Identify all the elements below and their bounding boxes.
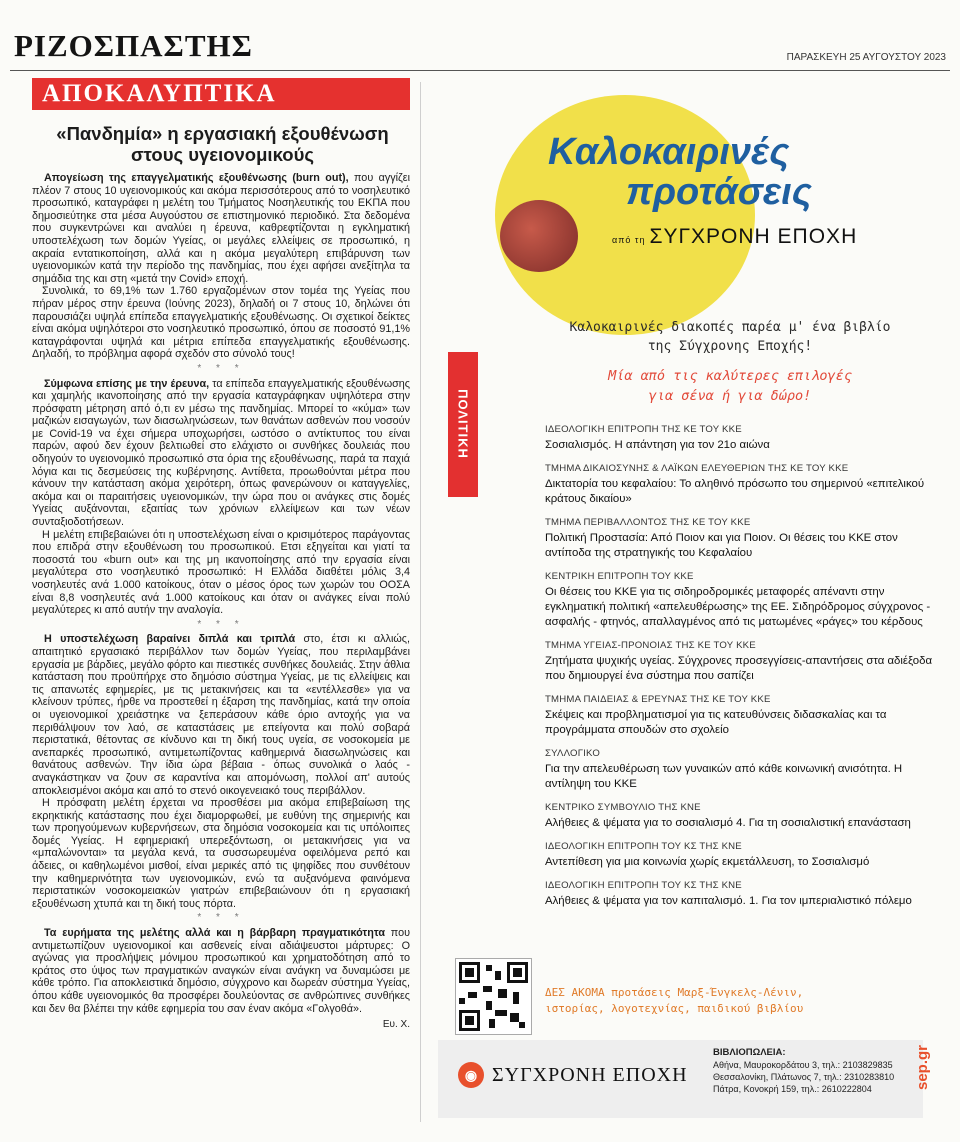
paragraph: Η μελέτη επιβεβαιώνει ότι η υποστελέχωση είναι ο κρισιμότερος παράγοντας που επιδρά στην εξουθένωση του προσωπικού. Ετσι εξηγείται και γιατί τα ποσοστά του «burn out» και της μη ικανοποίησης από την εργασία είναι μεγαλύτερα στο νοσηλευτικό προσωπικό: Η Ελλάδα διαθέτει μόλις 3,4 νοσηλευτές ανά 1.000 κατοίκους, όταν ο μέσος όρος των χωρών του ΟΟΣΑ είναι 8,8 νοσηλευτές ανά 1.000 κατοίκους και όταν οι ανάγκες είναι πολύ μεγαλύτερες κι από αυτήν την αναλογία.	[32, 528, 410, 617]
book-title: Σκέψεις και προβληματισμοί για τις κατευθύνσεις διδασκαλίας και τα προγράμματα σπουδών στο σχολείο	[545, 709, 887, 736]
book-title: Αντεπίθεση για μια κοινωνία χωρίς εκμετάλλευση, το Σοσιαλισμό	[545, 856, 870, 868]
book-item	[545, 841, 940, 870]
separator-stars: * * *	[197, 362, 245, 374]
promo-publisher	[612, 225, 857, 249]
book-publisher: ΚΕΝΤΡΙΚΗ ΕΠΙΤΡΟΠΗ ΤΟΥ ΚΚΕ	[545, 571, 694, 582]
paragraph: Συνολικά, το 69,1% των 1.760 εργαζομένων στον τομέα της Υγείας που πήραν μέρος στην έρευνα (Ιούνης 2023), δηλαδή οι 7 στους 10, δηλώνει ότι παρουσιάζει υψηλά επίπεδα επαγγελματικής εξουθένωσης. Οι σχετικοί δείκτες είναι ακόμα υψηλότεροι στο νοσηλευτικό προσωπικό, όπου σε ποσοστό 91,1% καταγράφονται υψηλά και μέτρια επίπεδα επαγγελματικής εξουθένωσης. Δηλαδή, το πρόβλημα αφορά σχεδόν στο σύνολό τους!	[32, 285, 410, 361]
masthead: ΡΙΖΟΣΠΑΣΤΗΣ	[14, 28, 253, 63]
separator-stars: * * *	[197, 618, 245, 630]
book-item	[545, 748, 940, 792]
promo-tagline	[540, 366, 920, 406]
bookshop-patra: Πάτρα, Κονοκρή 159, τηλ.: 2610222804	[713, 1084, 872, 1094]
book-title: Αλήθειες & ψέματα για τον καπιταλισμό. 1. Για τον ιμπεριαλιστικό πόλεμο	[545, 895, 912, 907]
website-link[interactable]: sep.gr	[914, 1044, 931, 1090]
see-also-line-1: ΔΕΣ ΑΚΟΜΑ προτάσεις Μαρξ-Ένγκελς-Λένιν,	[545, 986, 804, 999]
paragraph: Η υποστελέχωση βαραίνει διπλά και τριπλά στο, έτσι κι αλλιώς, απαιτητικό εργασιακό περιβάλλον των δομών Υγείας, που περιλαμβάνει εργασία με βάρδιες, μεγάλο φόρτο και πιεστικές συνθήκες δουλειάς. Στην άθλια κατάσταση που προϋπήρχε στο δημόσιο σύστημα Υγείας, με τις ελλείψεις και τις απανωτές εφημερίες, με τις μετακινήσεις και τα «εντέλλεσθε» για να κλείνουν τρύπες, ήρθε να προστεθεί η έξαρση της πανδημίας, κατά την οποία οι υγειονομικοί χρειάστηκε να ξεπεράσουν κάθε όριο αντοχής για να περιθάλψουν τον λαό, σε καταστάσεις με επείγοντα και πολύ σοβαρά περιστατικά, θέτοντας σε κίνδυνο και τη δική τους υγεία, σε νοσοκομεία με ανεπαρκές προσωπικό, αντιμετωπίζοντας καθημερινά διασωληνώσεις και θανάτους ασθενών. Την ίδια ώρα βέβαια - όπως συνολικά ο λαός - αναγκάστηκαν να ζουν σε καραντίνα και απομόνωση, πολλοί απ' αυτούς αποκλεισμένοι ακόμα και από το στενό οικογενειακό τους περιβάλλον.	[32, 633, 410, 797]
book-publisher: ΙΔΕΟΛΟΓΙΚΗ ΕΠΙΤΡΟΠΗ ΤΟΥ ΚΣ ΤΗΣ ΚΝΕ	[545, 841, 742, 852]
book-publisher: ΤΜΗΜΑ ΔΙΚΑΙΟΣΥΝΗΣ & ΛΑΪΚΩΝ ΕΛΕΥΘΕΡΙΩΝ ΤΗΣ ΚΕ ΤΟΥ ΚΚΕ	[545, 463, 849, 474]
book-item	[545, 694, 940, 738]
book-publisher: ΙΔΕΟΛΟΓΙΚΗ ΕΠΙΤΡΟΠΗ ΤΗΣ ΚΕ ΤΟΥ ΚΚΕ	[545, 424, 742, 435]
intro-line-2: της Σύγχρονης Εποχής!	[647, 339, 813, 354]
tagline-line-1: Μία από τις καλύτερες επιλογές	[608, 368, 852, 384]
bookshops-header: ΒΙΒΛΙΟΠΩΛΕΙΑ:	[713, 1047, 786, 1058]
author-signature: Ευ. Χ.	[382, 1019, 410, 1031]
category-tab-label: ΠΟΛΙΤΙΚΗ	[455, 389, 471, 459]
headline-line-1: «Πανδημία» η εργασιακή εξουθένωση	[56, 123, 389, 144]
promo-title-line-1: Καλοκαιρινές	[548, 131, 790, 173]
book-item	[545, 880, 940, 909]
qr-code-icon	[456, 959, 531, 1034]
qr-code[interactable]	[455, 958, 532, 1035]
issue-date: ΠΑΡΑΣΚΕΥΗ 25 ΑΥΓΟΥΣΤΟΥ 2023	[786, 52, 946, 63]
book-item	[545, 640, 940, 684]
header-rule	[10, 70, 950, 71]
book-title: Πολιτική Προστασία: Από Ποιον και για Ποιον. Οι θέσεις του ΚΚΕ στον αντίποδα της στρατηγικής του Κεφαλαίου	[545, 532, 898, 559]
book-publisher: ΤΜΗΜΑ ΥΓΕΙΑΣ-ΠΡΟΝΟΙΑΣ ΤΗΣ ΚΕ ΤΟΥ ΚΚΕ	[545, 640, 756, 651]
paragraph: Τα ευρήματα της μελέτης αλλά και η βάρβαρη πραγματικότητα που αντιμετωπίζουν υγειονομικοί και ασθενείς είναι αδιάψευστοι μάρτυρες: Ο αγώνας για προσλήψεις μόνιμου προσωπικού και χρηματοδότηση από το κράτος στο ύψος των πραγματικών αναγκών είναι ανάγκη να δυναμώσει με κάθε τρόπο. Για αποκλειστικά δημόσιο, σύγχρονο και δωρεάν σύστημα Υγείας, όπου κάθε υγειονομικός θα προσφέρει δουλεύοντας σε ανθρώπινες συνθήκες και δεν θα βλέπει την κάθε εφημερία του σαν έναν ακόμα «Γολγοθά».	[32, 927, 410, 1015]
intro-line-1: Καλοκαιρινές διακοπές παρέα μ' ένα βιβλίο	[569, 320, 891, 335]
bookshops-list	[713, 1047, 913, 1095]
paragraph: Σύμφωνα επίσης με την έρευνα, τα επίπεδα επαγγελματικής εξουθένωσης και χαμηλής ικανοποίησης από την εργασία καταγράφηκαν υψηλότερα στην πρόσφατη μέτρηση από ό,τι εν μέσω της πανδημίας. Μπορεί το «κύμα» των μαζικών εισαγωγών, των διασωληνώσεων, των θανάτων ασθενών που νοσούν με Covid-19 να έχει σήμερα υποχωρήσει, ωστόσο ο αντίκτυπος του είναι παρών, αφού δεν έχουν βελτιωθεί στο ελάχιστο οι συνθήκες δουλειάς που οδηγούν το υγειονομικό προσωπικό στα όρια της εξουθένωσης, παρά τα παχιά λόγια και τις δεσμεύσεις της κυβέρνησης. Αντίθετα, προωθούνται μέτρα που κάνουν την κατάσταση ακόμα χειρότερη, όπως φανερώνουν οι καταγγελίες, ακόμα και οι παραιτήσεις υγειονομικών, την ώρα που οι ανάγκες στις δομές Υγείας αυξάνονται, εξαιτίας των χρόνιων ελλείψεων και των νέων συνταξιοδοτήσεων.	[32, 377, 410, 529]
publisher-name: ΣΥΓΧΡΟΝΗ ΕΠΟΧΗ	[649, 225, 858, 248]
book-list	[545, 424, 940, 919]
book-title: Δικτατορία του κεφαλαίου: Το αληθινό πρόσωπο του σημερινού «επιτελικού κράτους δικαίου»	[545, 478, 925, 505]
separator-stars: * * *	[197, 912, 245, 924]
paragraph: Η πρόσφατη μελέτη έρχεται να προσθέσει μια ακόμα επιβεβαίωση της εκρηκτικής κατάστασης που έχει διαμορφωθεί, με ευθύνη της σημερινής και των προηγούμενων κυβερνήσεων, στα δημόσια νοσοκομεία και τις υπόλοιπες δομές Υγείας. Η εφημεριακή υπερεξόντωση, οι μετακινήσεις για να «μπαλώνονται» τα μεγάλα κενά, τα συσσωρευμένα οφειλόμενα ρεπό και άδειες, οι καθηλωμένοι μισθοί, είναι μερικές από τις ψηφίδες που συνθέτουν την καθημερινότητα των υγειονομικών, ενώ τα αυξανόμενα φαινόμενα περιστατικών νοσοκομειακών γιατρών επιβεβαιώνουν ότι η εργασιακή εξουθένωση χτυπά και τη δική τους πόρτα.	[32, 797, 410, 910]
see-also-line-2: ιστορίας, λογοτεχνίας, παιδικού βιβλίου	[545, 1002, 804, 1015]
tagline-line-2: για σένα ή για δώρο!	[648, 388, 812, 404]
book-publisher: ΣΥΛΛΟΓΙΚΟ	[545, 748, 601, 759]
column-divider	[420, 82, 421, 1122]
book-title: Ζητήματα ψυχικής υγείας. Σύγχρονες προσεγγίσεις-απαντήσεις στα αδιέξοδα που δημιουργεί ένα σύστημα που σαπίζει	[545, 655, 933, 682]
category-tab	[448, 352, 478, 497]
book-publisher: ΙΔΕΟΛΟΓΙΚΗ ΕΠΙΤΡΟΠΗ ΤΟΥ ΚΣ ΤΗΣ ΚΝΕ	[545, 880, 742, 891]
book-item	[545, 463, 940, 507]
bookshop-thessaloniki: Θεσσαλονίκη, Πλάτωνος 7, τηλ.: 2310283810	[713, 1072, 895, 1082]
article-body	[32, 172, 410, 1032]
book-title: Αλήθειες & ψέματα για το σοσιαλισμό 4. Για τη σοσιαλιστική επανάσταση	[545, 817, 911, 829]
book-item	[545, 517, 940, 561]
book-title: Για την απελευθέρωση των γυναικών από κάθε κοινωνική ανισότητα. Η αντίληψη του ΚΚΕ	[545, 763, 903, 790]
from-label: από τη	[612, 235, 646, 245]
book-item	[545, 571, 940, 630]
see-also-note	[545, 985, 845, 1017]
book-item	[545, 424, 940, 453]
paragraph: Απογείωση της επαγγελματικής εξουθένωσης (burn out), που αγγίζει πλέον 7 στους 10 υγειονομικούς και ακόμα περισσότερους από το νοσηλευτικό προσωπικό, καταγράφει η μελέτη του Τμήματος Νοσηλευτικής του ΕΚΠΑ που δημοσιεύτηκε στα μέσα Αυγούστου σε επιστημονικό περιοδικό. Στα δεδομένα που συγκεντρώνει και αναλύει η έρευνα, καθρεφτίζονται η εγκληματική υποστελέχωση των δομών Υγείας, οι μεγάλες ελλείψεις σε προσωπικό, η ακραία εντατικοποίηση, αλλά και η ακόμα μεγαλύτερη επιβάρυνση των υγειονομικών κατά την περίοδο της πανδημίας, που έχει αφήσει ανεξίτηλα τα σημάδια της και στη «μετά την Covid» εποχή.	[32, 172, 410, 285]
promo-title	[548, 132, 908, 212]
publisher-logo-text: ΣΥΓΧΡΟΝΗ ΕΠΟΧΗ	[492, 1064, 688, 1086]
article-headline	[30, 123, 415, 165]
section-label: ΑΠΟΚΑΛΥΠΤΙΚΑ	[32, 78, 410, 110]
headline-line-2: στους υγειονομικούς	[131, 144, 314, 165]
book-publisher: ΤΜΗΜΑ ΠΑΙΔΕΙΑΣ & ΕΡΕΥΝΑΣ ΤΗΣ ΚΕ ΤΟΥ ΚΚΕ	[545, 694, 771, 705]
book-title: Οι θέσεις του ΚΚΕ για τις σιδηροδρομικές μεταφορές απέναντι στην εγκληματική πολιτική «απελευθέρωσης» της ΕΕ. Σιδηρόδρομος σύγχρονος - ασφαλής - φτηνός, απαλλαγμένος από τις ματωμένες «ράγες» του κέρδους	[545, 586, 931, 628]
book-publisher: ΚΕΝΤΡΙΚΟ ΣΥΜΒΟΥΛΙΟ ΤΗΣ ΚΝΕ	[545, 802, 701, 813]
publisher-logo-icon: ◉	[458, 1062, 484, 1088]
bookshop-athens: Αθήνα, Μαυροκορδάτου 3, τηλ.: 2103829835	[713, 1060, 893, 1070]
promo-intro	[540, 318, 920, 356]
book-publisher: ΤΜΗΜΑ ΠΕΡΙΒΑΛΛΟΝΤΟΣ ΤΗΣ ΚΕ ΤΟΥ ΚΚΕ	[545, 517, 751, 528]
book-item	[545, 802, 940, 831]
book-title: Σοσιαλισμός. Η απάντηση για τον 21ο αιώνα	[545, 439, 770, 451]
promo-title-line-2: προτάσεις	[626, 171, 812, 213]
